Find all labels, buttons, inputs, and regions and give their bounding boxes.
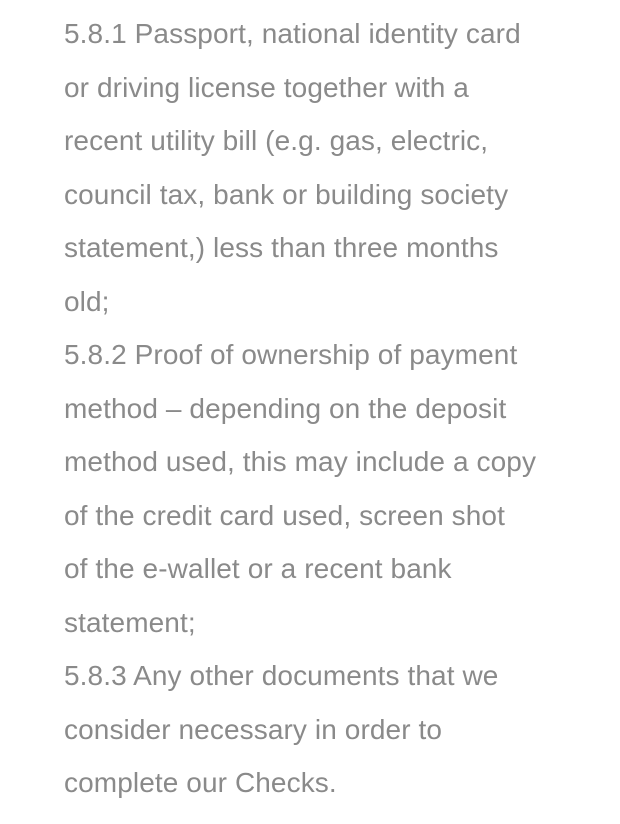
clause-5-8-3	[64, 649, 544, 810]
text-line: method – depending on the deposit	[64, 392, 507, 424]
text-line: of the e-wallet or a recent bank	[64, 553, 452, 584]
clause-5-8-2	[64, 328, 544, 649]
text-line: of the credit card used, screen shot	[64, 499, 505, 531]
text-line: 5.8.2 Proof of ownership of payment	[64, 339, 518, 370]
text-line: complete our Checks.	[64, 767, 337, 798]
terms-text-block	[64, 7, 544, 810]
text-line: or driving license together with a	[64, 71, 469, 103]
text-line: statement,) less than three months	[64, 232, 499, 263]
text-line: old;	[64, 285, 110, 317]
text-line: 5.8.3 Any other documents that we	[64, 660, 499, 691]
text-line: recent utility bill (e.g. gas, electric,	[64, 125, 489, 156]
clause-5-8-1	[64, 7, 544, 328]
text-line: method used, this may include a copy	[64, 446, 537, 477]
text-line: 5.8.1 Passport, national identity card	[64, 18, 521, 49]
text-line: statement;	[64, 606, 196, 638]
text-line: council tax, bank or building society	[64, 178, 509, 210]
text-line: consider necessary in order to	[64, 713, 443, 745]
